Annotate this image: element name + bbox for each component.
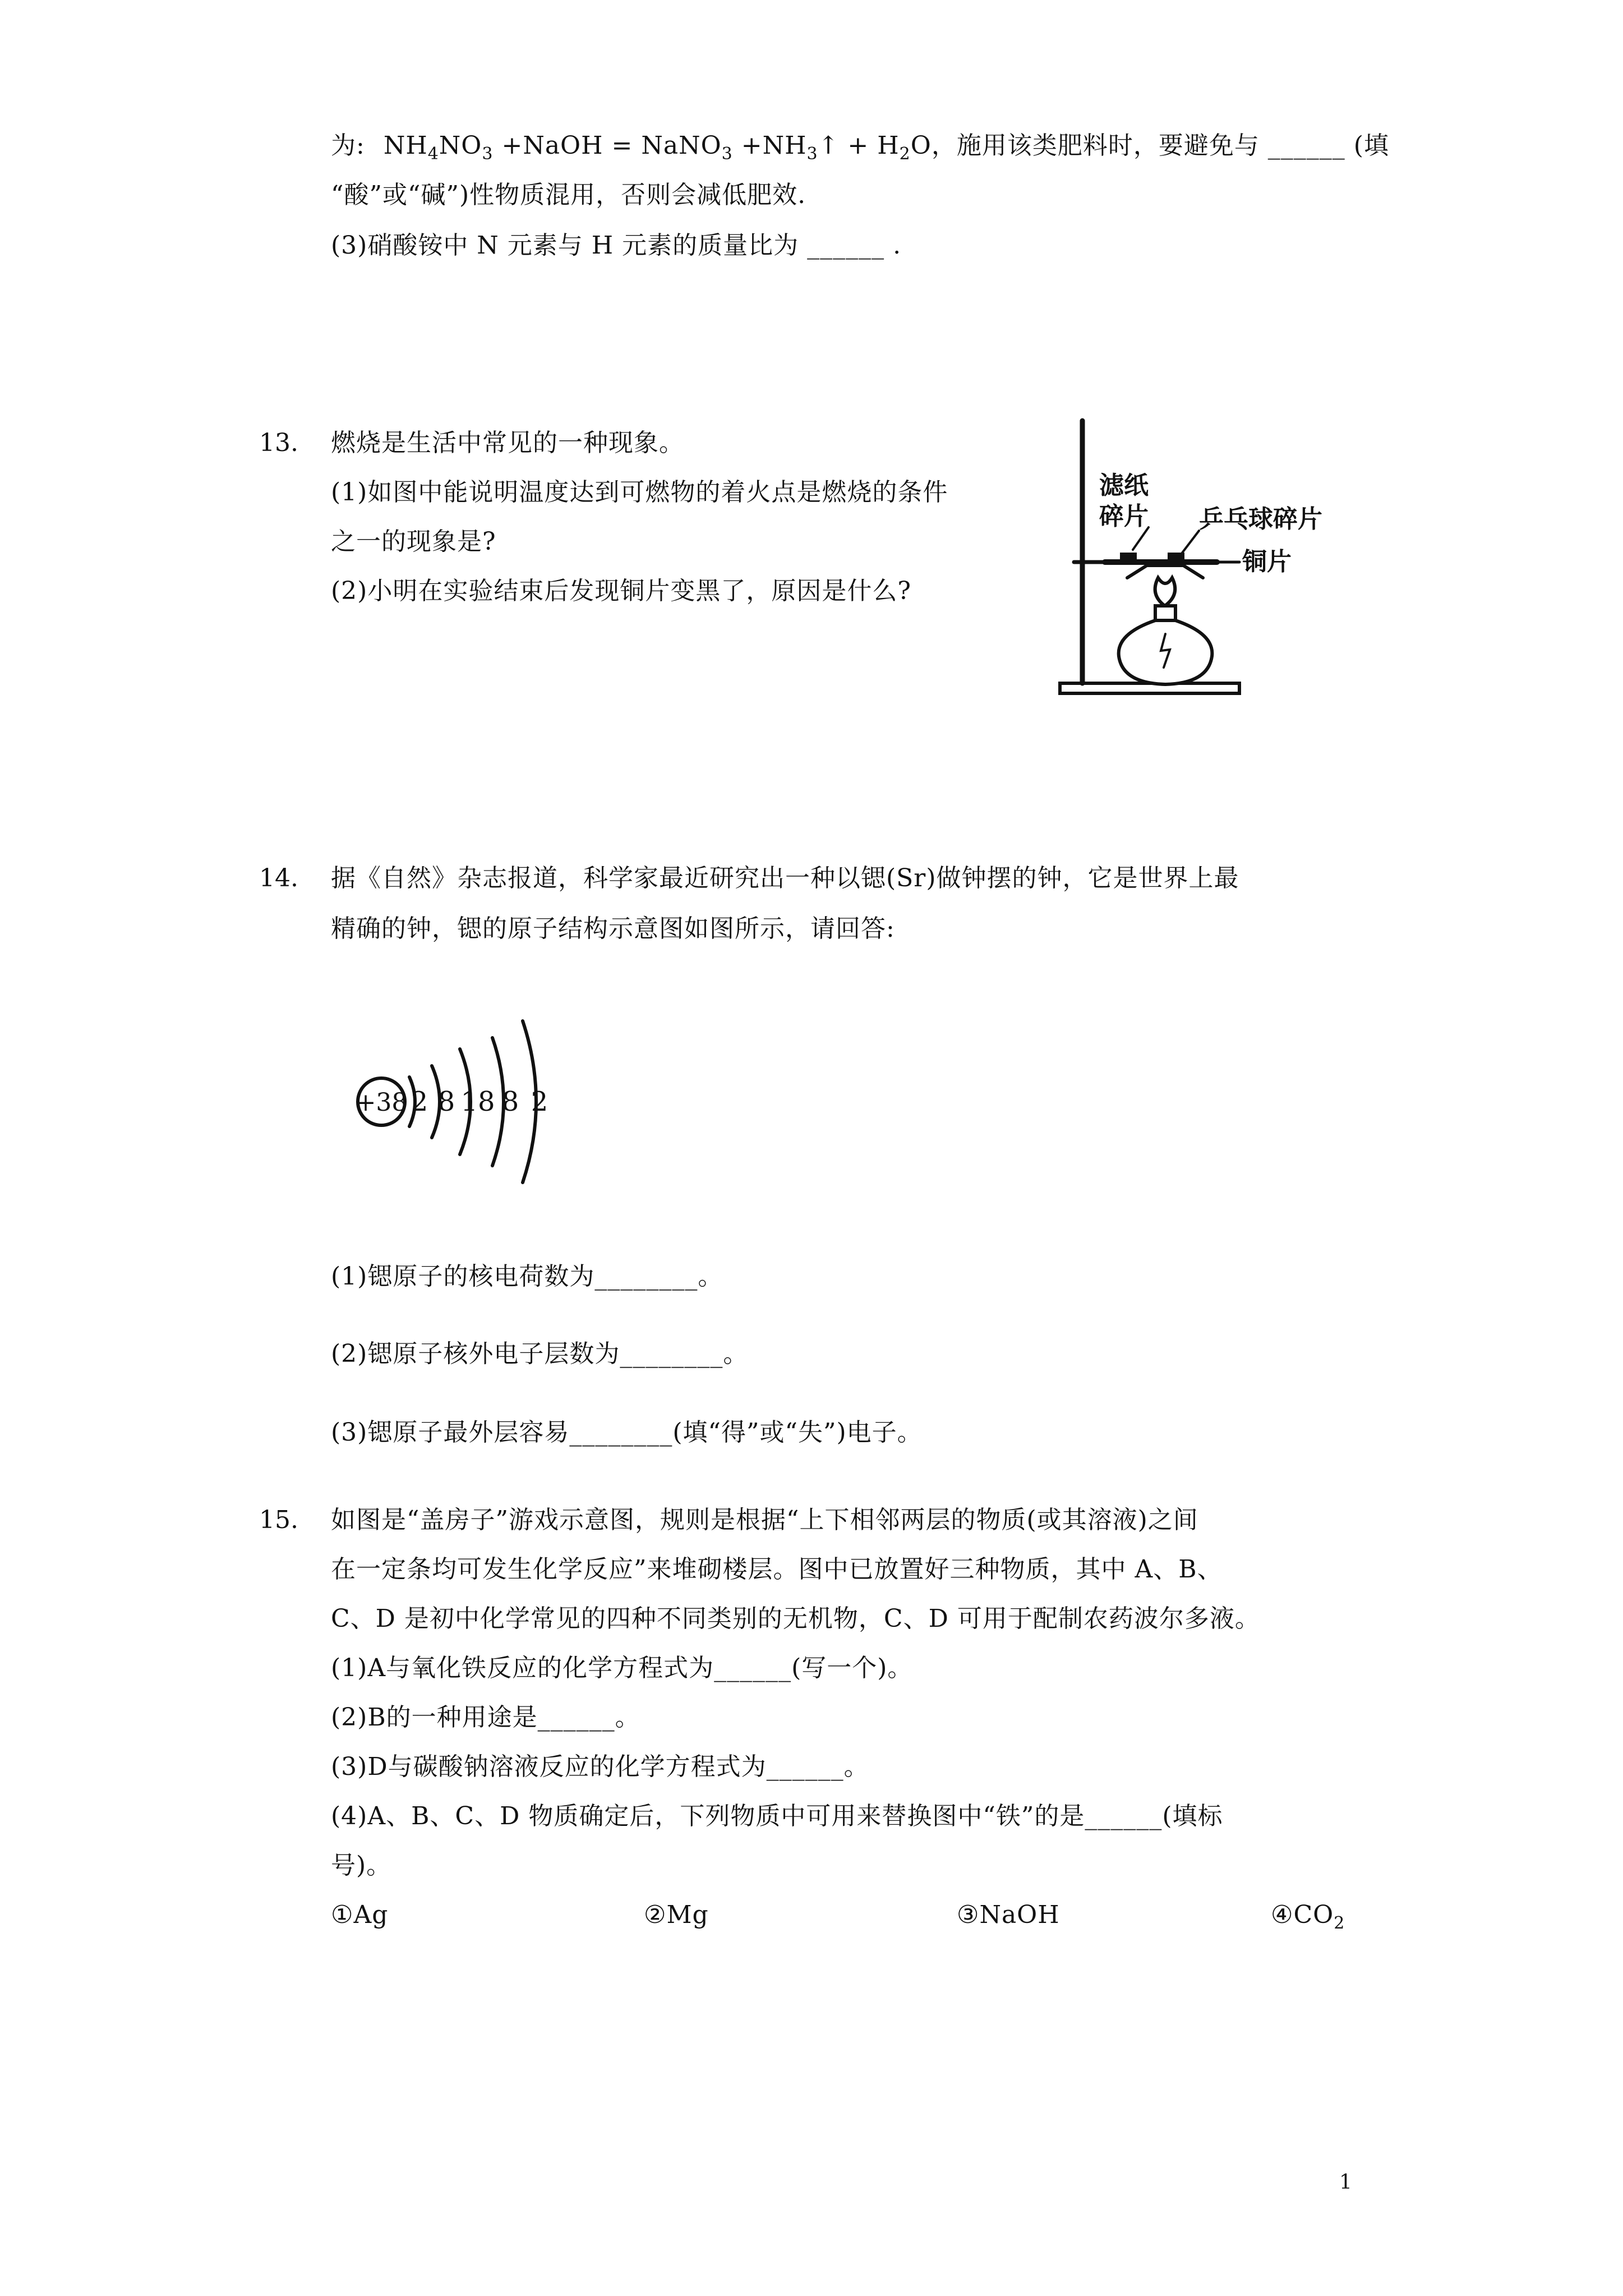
strontium-atom-diagram	[348, 1004, 583, 1240]
q13-number: 13.	[259, 429, 298, 457]
q14-line2: 精确的钟，锶的原子结构示意图如图所示，请回答:	[331, 914, 895, 943]
alcohol-lamp-body	[1119, 620, 1212, 684]
q15-line2: 在一定条均可发生化学反应”来堆砌楼层。图中已放置好三种物质，其中 A、B、	[331, 1555, 1223, 1584]
q13-sub1b: 之一的现象是?	[331, 527, 496, 556]
q15-sub4b: 号)。	[331, 1851, 392, 1880]
stand-base	[1060, 683, 1239, 693]
q15-line1: 如图是“盖房子”游戏示意图，规则是根据“上下相邻两层的物质(或其溶液)之间	[331, 1506, 1198, 1534]
flame	[1155, 578, 1175, 606]
q15-line3: C、D 是初中化学常见的四种不同类别的无机物，C、D 可用于配制农药波尔多液。	[331, 1604, 1260, 1633]
q14-sub3: (3)锶原子最外层容易________(填“得”或“失”)电子。	[331, 1418, 923, 1447]
q15-option-3: ③NaOH	[957, 1901, 1060, 1929]
label-filter-paper-1: 滤纸	[1099, 471, 1149, 500]
label-filter-paper-2: 碎片	[1099, 502, 1149, 531]
formula-naoh-nano3: +NaOH = NaNO$_3$	[493, 131, 733, 164]
q15-option-2: ②Mg	[644, 1901, 709, 1929]
shell-electrons-2: 8	[437, 1086, 455, 1117]
shell-electrons-5: 2	[531, 1086, 548, 1117]
label-copper: 铜片	[1242, 547, 1292, 576]
page-number: 1	[1339, 2171, 1352, 2194]
q13-title: 燃烧是生活中常见的一种现象。	[331, 429, 684, 457]
nucleus-charge: +38	[355, 1088, 408, 1117]
combustion-apparatus-figure	[1049, 415, 1441, 707]
formula-nh4no3: $NH_4NO_3$	[383, 131, 494, 164]
label-pingpong: 乒乓球碎片	[1199, 505, 1322, 533]
q12-line2: “酸”或“碱”)性物质混用，否则会减低肥效.	[331, 181, 806, 209]
shell-electrons-3: 18	[460, 1086, 495, 1117]
q15-sub1: (1)A与氧化铁反应的化学方程式为______(写一个)。	[331, 1654, 913, 1682]
shell-electrons-1: 2	[411, 1086, 428, 1117]
formula-nh3: $+NH_3↑ + H_2$	[732, 131, 911, 164]
q14-line1: 据《自然》杂志报道，科学家最近研究出一种以锶(Sr)做钟摆的钟，它是世界上最	[331, 864, 1239, 892]
q12-line3: (3)硝酸铵中 N 元素与 H 元素的质量比为 ______ .	[331, 231, 902, 260]
q12-equation-line: 为: $NH_4NO_3$ +NaOH = NaNO$_3$ $+NH_3↑ + H_2O$，施用该类肥料时，要避免与 ______ (填	[331, 131, 1389, 164]
filter-paper-piece	[1122, 554, 1135, 561]
q13-sub1a: (1)如图中能说明温度达到可燃物的着火点是燃烧的条件	[331, 478, 948, 507]
q15-sub2: (2)B的一种用途是______。	[331, 1703, 640, 1732]
q15-option-1: ①Ag	[331, 1901, 389, 1929]
q15-number: 15.	[259, 1506, 298, 1534]
q15-sub3: (3)D与碳酸钠溶液反应的化学方程式为______。	[331, 1752, 869, 1781]
shell-electrons-4: 8	[501, 1086, 519, 1117]
q14-sub1: (1)锶原子的核电荷数为________。	[331, 1262, 723, 1291]
q14-sub2: (2)锶原子核外电子层数为________。	[331, 1340, 749, 1368]
q13-sub2: (2)小明在实验结束后发现铜片变黑了，原因是什么?	[331, 577, 911, 605]
support-ring	[1127, 565, 1203, 578]
lamp-neck	[1155, 606, 1175, 620]
q14-number: 14.	[259, 864, 298, 892]
q15-sub4a: (4)A、B、C、D 物质确定后，下列物质中可用来替换图中“铁”的是______(填标	[331, 1802, 1223, 1830]
q15-option-4: $④CO_2$	[1271, 1901, 1345, 1933]
